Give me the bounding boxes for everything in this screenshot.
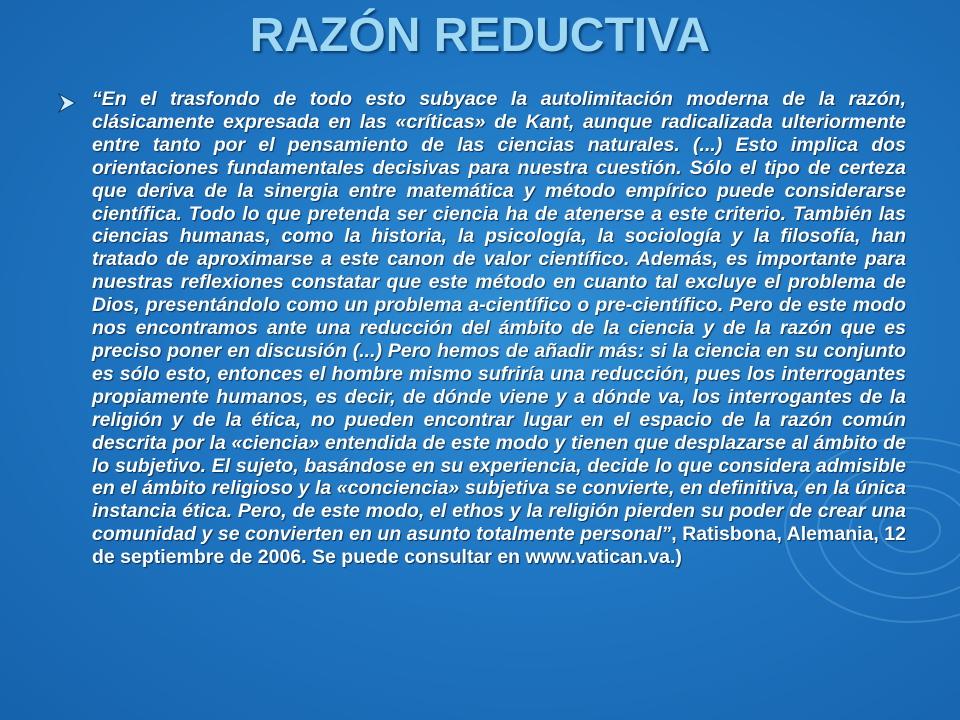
- quote-close-mark: ”: [661, 523, 672, 546]
- arrow-bullet-icon: [56, 92, 78, 114]
- quote-open-mark: “: [92, 88, 102, 110]
- citation-text: , Ratisbona, Alemania, 12 de septiembre de 2006. Se puede consultar en www.vatican.va.): [92, 523, 906, 569]
- quote-text: En el trasfondo de todo esto subyace la autolimitación moderna de la razón, clásicamente expresada en las «críticas» de Kant, aunque radicalizada ulteriormente entre tanto por el pensamiento de las ciencias naturales. (...) Esto implica dos orientaciones fundamentales decisivas para nuestra cuestión. Sólo el tipo de certeza que deriva de la sinergia entre matemática y método empírico puede considerarse científica. Todo lo que pretenda ser ciencia ha de atenerse a este criterio. También las ciencias humanas, como la historia, la psicología, la sociología y la filosofía, han tratado de aproximarse a este canon de valor científico. Además, es importante para nuestras reflexiones constatar que este método en cuanto tal excluye el problema de Dios, presentándolo como un problema a-científico o pre-científico. Pero de este modo nos encontramos ante una reducción del ámbito de la ciencia y de la razón que es preciso poner en discusión (...) Pero hemos de añadir más: si la ciencia en su conjunto es sólo esto, entonces el hombre mismo sufriría una reducción, pues los interrogantes propiamente humanos, es decir, de dónde viene y a dónde va, los interrogantes de la religión y de la ética, no pueden encontrar lugar en el espacio de la razón común descrita por la «ciencia» entendida de este modo y tienen que desplazarse al ámbito de lo subjetivo. El sujeto, basándose en su experiencia, decide lo que considera admisible en el ámbito religioso y la «conciencia» subjetiva se convierte, en definitiva, en la única instancia ética. Pero, de este modo, el ethos y la religión pierden su poder de crear una comunidad y se convierten en un asunto totalmente personal: [92, 88, 906, 546]
- slide-title: RAZÓN REDUCTIVA: [249, 9, 711, 62]
- quote-paragraph: [92, 88, 906, 569]
